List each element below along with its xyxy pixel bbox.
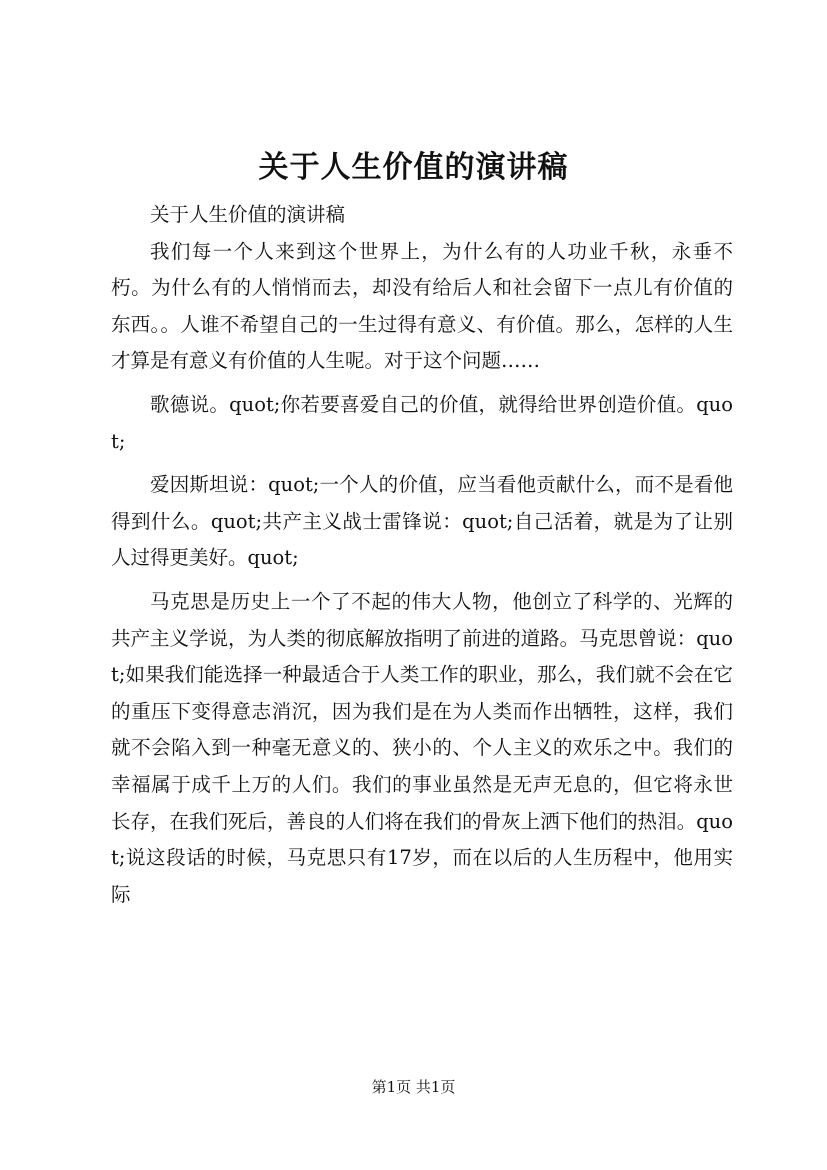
body-paragraph-intro: 我们每一个人来到这个世界上，为什么有的人功业千秋，永垂不朽。为什么有的人悄悄而去，却没有给后人和社会留下一点儿有价值的东西。。人谁不希望自己的一生过得有意义、有价值。那么，怎样的人生才算是有意义有价值的人生呢。对于这个问题…… <box>111 239 733 373</box>
subtitle-paragraph: 关于人生价值的演讲稿 <box>150 203 346 226</box>
page-footer: 第1页 共1页 <box>371 1078 456 1096</box>
body-paragraph-goethe: 歌德说。quot;你若要喜爱自己的价值，就得给世界创造价值。quot; <box>111 392 733 453</box>
document-body <box>111 197 733 913</box>
body-paragraph-marx: 马克思是历史上一个了不起的伟大人物，他创立了科学的、光辉的共产主义学说，为人类的彻底解放指明了前进的道路。马克思曾说：quot;如果我们能选择一种最适合于人类工作的职业，那么，我们就不会在它的重压下变得意志消沉，因为我们是在为人类而作出牺牲，这样，我们就不会陷入到一种毫无意义的、狭小的、个人主义的欢乐之中。我们的幸福属于成千上万的人们。我们的事业虽然是无声无息的，但它将永世长存，在我们死后，善良的人们将在我们的骨灰上洒下他们的热泪。quot;说这段话的时候，马克思只有17岁，而在以后的人生历程中，他用实际 <box>111 589 733 906</box>
body-paragraph-einstein: 爱因斯坦说：quot;一个人的价值，应当看他贡献什么，而不是看他得到什么。quot;共产主义战士雷锋说：quot;自己活着，就是为了让别人过得更美好。quot; <box>111 473 733 570</box>
document-title: 关于人生价值的演讲稿 <box>258 150 569 185</box>
